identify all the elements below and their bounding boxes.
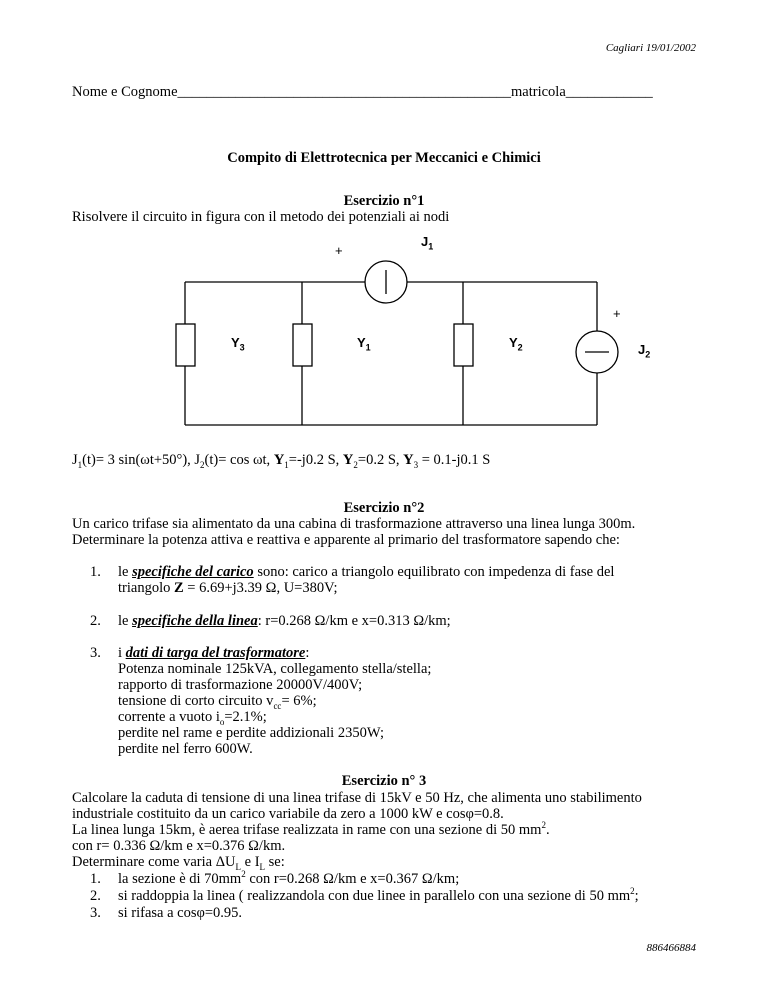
ex2-item3-line2: rapporto di trasformazione 20000V/400V; — [118, 677, 363, 693]
y3-resistor — [176, 324, 195, 366]
ex3-line4: con r= 0.336 Ω/km e x=0.376 Ω/km. — [72, 838, 286, 854]
ex2-item3-line1: Potenza nominale 125kVA, collegamento stella/stella; — [118, 661, 432, 677]
ex2-item3-line3: tensione di corto circuito $v_{cc}= 6\%$; — [118, 693, 317, 711]
y1-resistor — [293, 324, 312, 366]
ex2-item2: le specifiche della linea: r=0.268 Ω/km e x=0.313 Ω/km; — [118, 613, 451, 629]
ex3-item1: la sezione è di $70mm^2$ con r=0.268 Ω/km e x=0.367 Ω/km; — [118, 869, 460, 887]
ex3-item3-num: 3. — [90, 905, 101, 921]
y2-label: $Y_2$ — [509, 335, 523, 353]
ex3-item2: si raddoppia la linea ( realizzandola con due linee in parallelo con una sezione di 50 $mm^2$; — [118, 886, 639, 904]
ex1-heading: Esercizio n°1 — [343, 193, 425, 209]
ex3-line5: Determinare come varia $\Delta U_L$ e $I_L$ se: — [72, 854, 285, 872]
ex2-item3-line6: perdite nel ferro 600W. — [118, 741, 253, 757]
y1-label: $Y_1$ — [357, 335, 371, 353]
y2-resistor — [454, 324, 473, 366]
ex2-item1-line2: triangolo Z = 6.69+j3.39 Ω, U=380V; — [118, 580, 338, 596]
j1-label: $J_1$ — [421, 234, 434, 252]
ex2-heading: Esercizio n°2 — [343, 500, 425, 516]
ex2-item2-num: 2. — [90, 613, 101, 629]
ex1-data: $J_1(t)= 3$ sin(ωt+50°), $J_2(t)= \cos \omega t$, $Y_1=-j0.2$ S, $Y_2=0.2$ S, $Y_3 = 0.1-j0.1$ S — [72, 452, 491, 470]
ex2-item3: i dati di targa del trasformatore: — [118, 645, 310, 661]
page-title: Compito di Elettrotecnica per Meccanici e Chimici — [227, 150, 541, 166]
ex3-line3: La linea lunga 15km, è aerea trifase realizzata in rame con una sezione di 50 $mm^2$. — [72, 820, 550, 838]
ex2-item3-num: 3. — [90, 645, 101, 661]
id-line: ____________ — [565, 84, 653, 100]
name-line: ______________________________________________ — [177, 84, 512, 100]
name-label: Nome e Cognome — [72, 84, 178, 100]
ex2-line2: Determinare la potenza attiva e reattiva e apparente al primario del trasformatore sapendo che: — [72, 532, 620, 548]
ex3-item1-num: 1. — [90, 871, 101, 887]
ex3-line2: industriale costituito da un carico variabile da zero a 1000 kW e cosφ=0.8. — [72, 806, 504, 822]
ex2-item1: le specifiche del carico sono: carico a triangolo equilibrato con impedenza di fase del — [118, 564, 615, 580]
ex2-item3-line5: perdite nel rame e perdite addizionali 2350W; — [118, 725, 384, 741]
ex2-line1: Un carico trifase sia alimentato da una cabina di trasformazione attraverso una linea lunga 300m. — [72, 516, 636, 532]
ex3-item3: si rifasa a cosφ=0.95. — [118, 905, 243, 921]
y3-label: $Y_3$ — [231, 335, 245, 353]
ex1-text: Risolvere il circuito in figura con il metodo dei potenziali ai nodi — [72, 209, 450, 225]
j2-plus-sign: + — [613, 306, 621, 321]
ex3-item2-num: 2. — [90, 888, 101, 904]
id-label: matricola — [511, 84, 566, 100]
j2-label: $J_2$ — [638, 342, 651, 360]
footer-code: 886466884 — [646, 942, 696, 954]
place-date: Cagliari 19/01/2002 — [605, 42, 696, 54]
ex3-line1: Calcolare la caduta di tensione di una linea trifase di 15kV e 50 Hz, che alimenta uno stabilimento — [72, 790, 642, 806]
ex3-heading: Esercizio n° 3 — [341, 773, 427, 789]
j1-plus-sign: + — [335, 243, 343, 258]
ex2-item3-line4: corrente a vuoto $i_o=2.1\%$; — [118, 709, 267, 727]
ex2-item1-num: 1. — [90, 564, 101, 580]
